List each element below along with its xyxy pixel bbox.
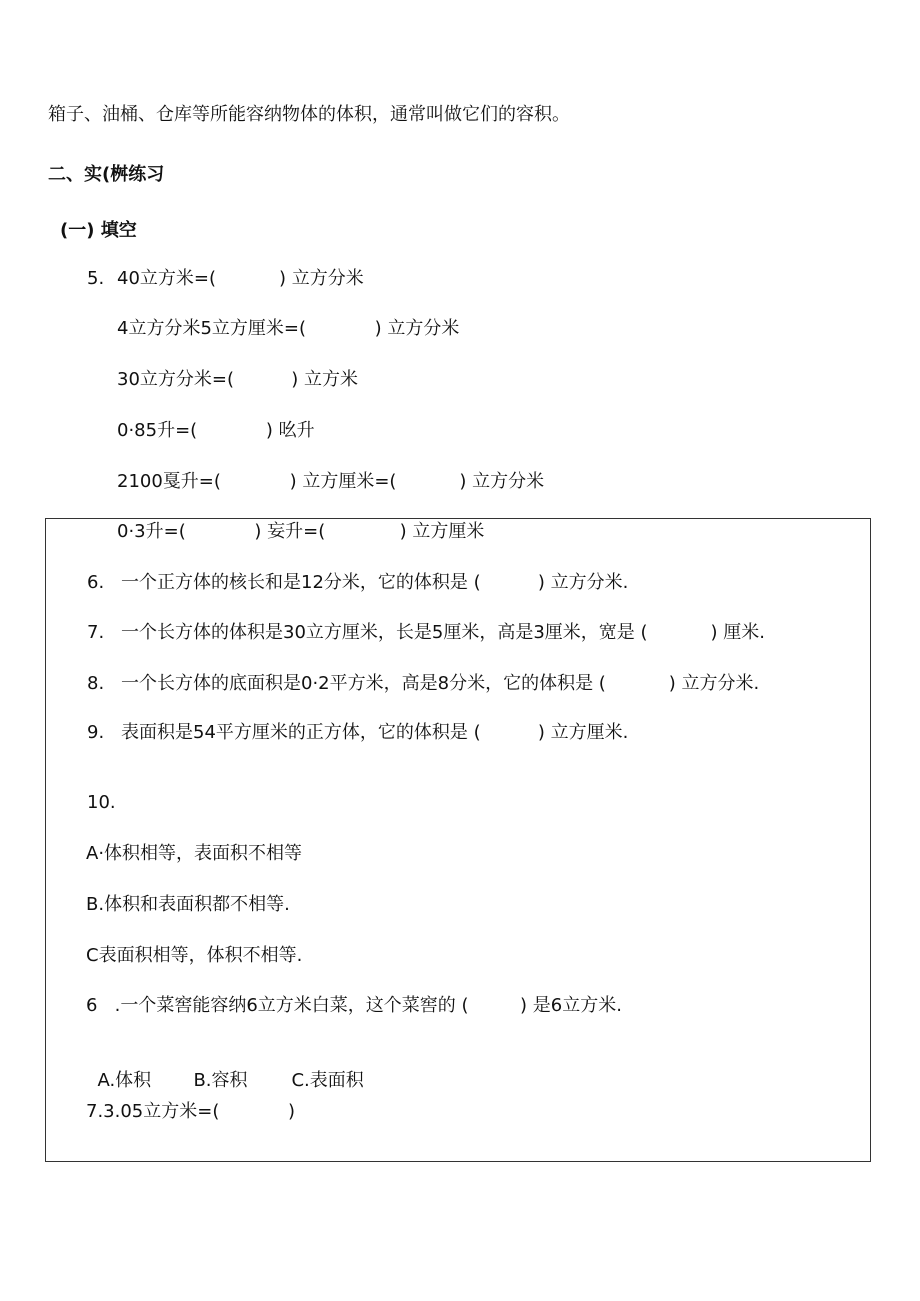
q8-number: 8. <box>87 673 105 694</box>
section-title: 二、实(桝练习 <box>48 164 165 185</box>
q6b-text: 6 .一个菜窖能容纳6立方米白菜，这个菜窖的 ( ) 是6立方米. <box>86 995 622 1016</box>
q9-number: 9. <box>87 722 105 743</box>
q6-number: 6. <box>87 572 105 593</box>
intro-paragraph: 箱子、油桶、仓库等所能容纳物体的体积，通常叫做它们的容积。 <box>48 104 570 125</box>
q6-text: 一个正方体的核长和是12分米，它的体积是 ( ) 立方分米. <box>121 572 629 593</box>
q5-line-1: 40立方米=( ) 立方分米 <box>117 268 364 289</box>
q7b-text: 7.3.05立方米=( ) <box>86 1101 296 1122</box>
q9-text: 表面积是54平方厘米的正方体，它的体积是 ( ) 立方厘米. <box>121 722 629 743</box>
q6b-option-b: B.容积 <box>193 1070 248 1091</box>
q10-option-a: A·体积相等，表面积不相等 <box>86 843 303 864</box>
q5-line-4: 0·85升=( ) 吆升 <box>117 420 315 441</box>
q10-number: 10. <box>87 792 116 813</box>
q7-text: 一个长方体的体积是30立方厘米，长是5厘米，高是3厘米，宽是 ( ) 厘米. <box>121 622 765 643</box>
q6b-option-c: C.表面积 <box>291 1070 364 1091</box>
q5-line-6: 0·3升=( ) 妄升=( ) 立方厘米 <box>117 521 485 542</box>
q5-line-5: 2100戛升=( ) 立方厘米=( ) 立方分米 <box>117 471 545 492</box>
q6b-option-a: A.体积 <box>97 1070 152 1091</box>
q5-number: 5. <box>87 268 105 289</box>
q10-option-b: B.体积和表面积都不相等. <box>86 894 290 915</box>
q7-number: 7. <box>87 622 105 643</box>
q5-line-3: 30立方分米=( ) 立方米 <box>117 369 358 390</box>
q6b-options <box>86 1045 364 1093</box>
q8-text: 一个长方体的底面积是0·2平方米，高是8分米，它的体积是 ( ) 立方分米. <box>121 673 760 694</box>
subsection-title: (一) 填空 <box>60 220 137 241</box>
q10-option-c: C表面积相等，体积不相等. <box>86 945 303 966</box>
q5-line-2: 4立方分米5立方厘米=( ) 立方分米 <box>117 318 460 339</box>
